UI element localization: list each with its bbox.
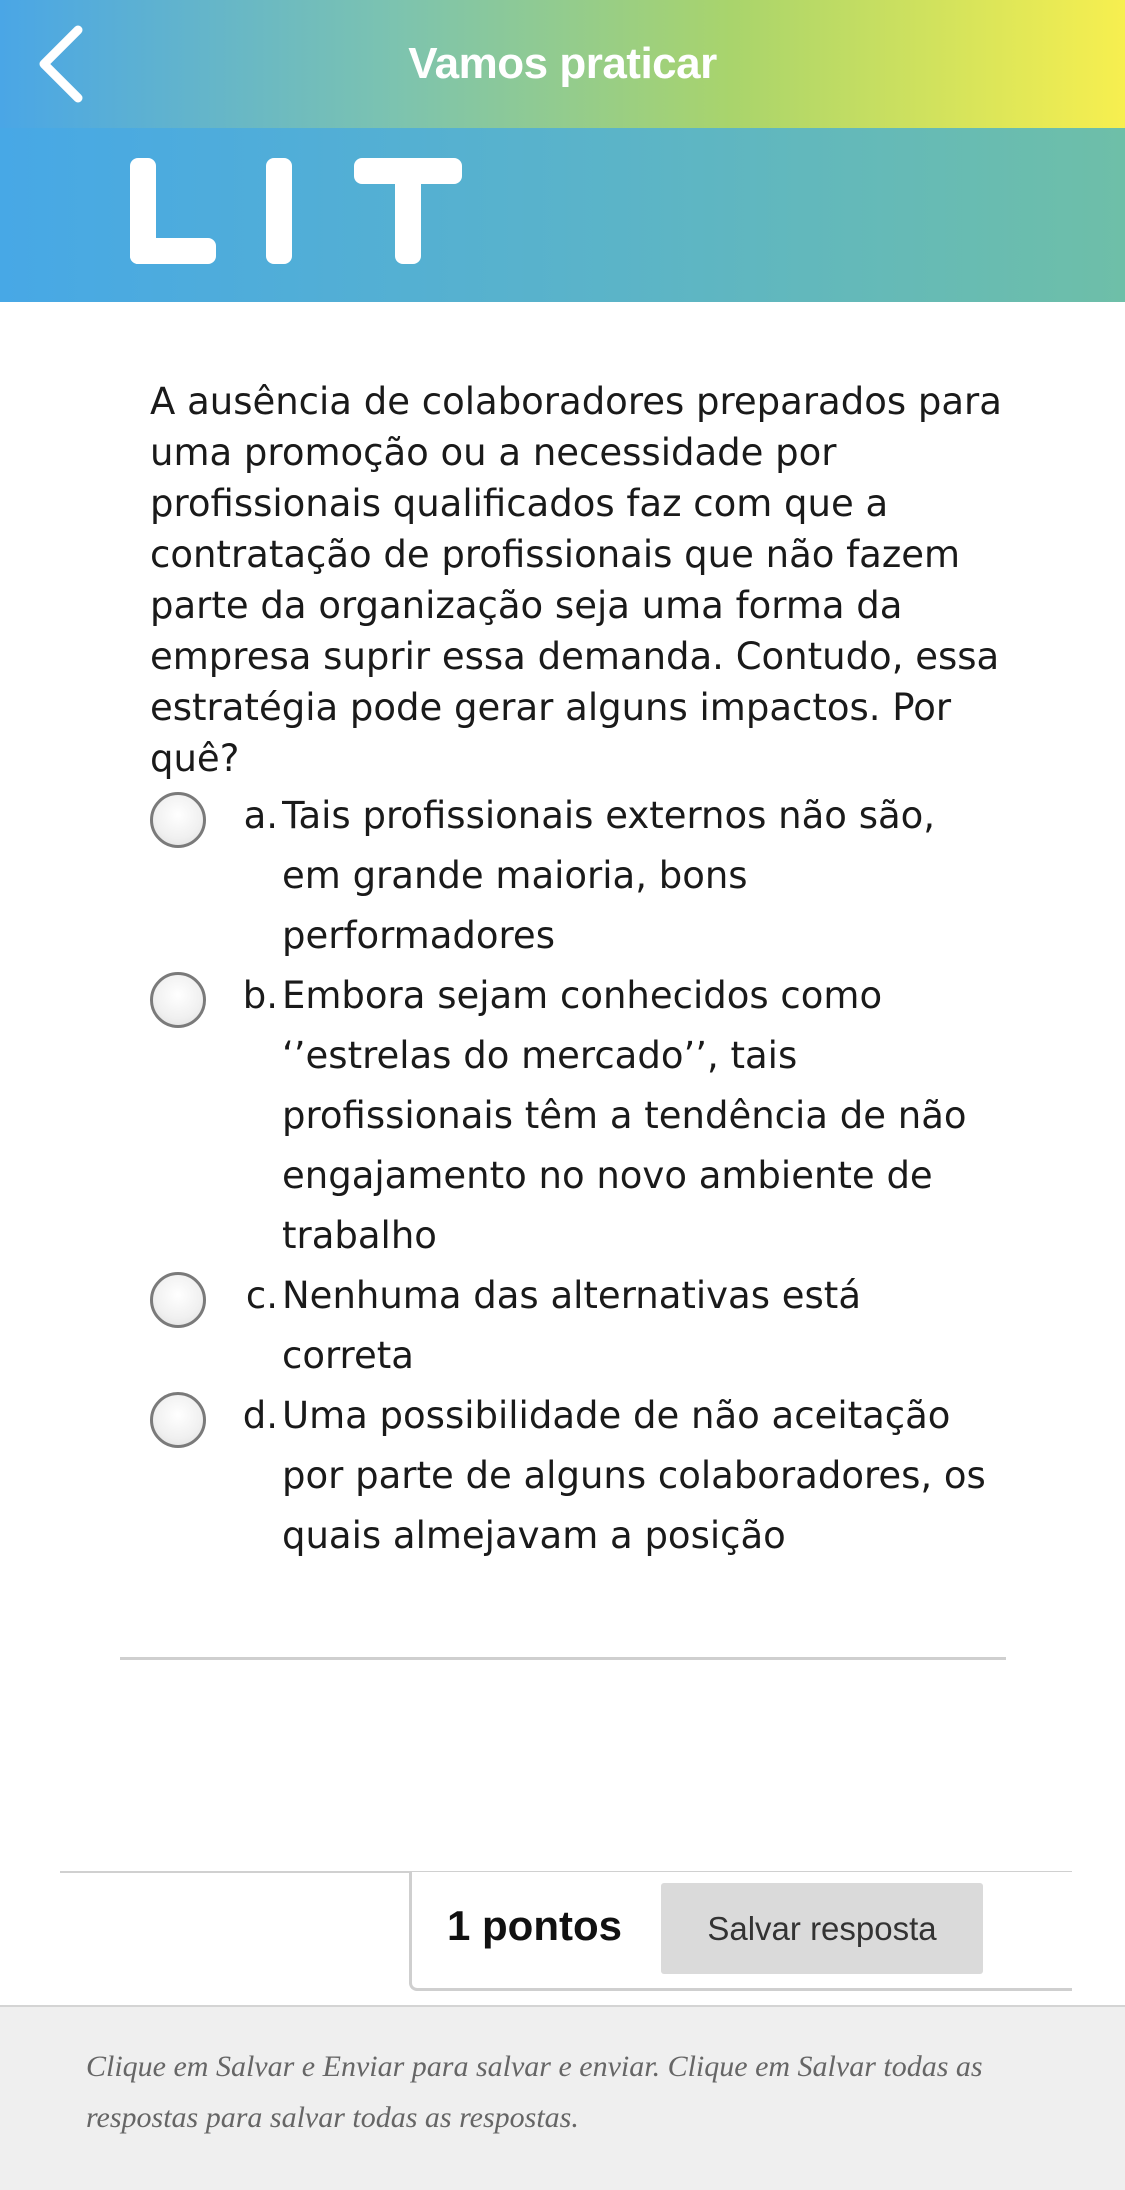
lit-logo bbox=[128, 156, 464, 266]
option-text: Embora sejam conhecidos como ‘’estrelas do mercado’’, tais profissionais têm a tendência de não engajamento no novo ambiente de trabalho bbox=[282, 974, 967, 1257]
answer-options bbox=[150, 786, 1010, 1566]
radio-button[interactable] bbox=[150, 1272, 206, 1328]
back-button[interactable] bbox=[28, 22, 98, 106]
option-text: Uma possibilidade de não aceitação por parte de alguns colaboradores, os quais almejavam a posição bbox=[282, 1394, 986, 1557]
chevron-left-icon bbox=[28, 22, 98, 106]
radio-button[interactable] bbox=[150, 792, 206, 848]
question-text: A ausência de colaboradores preparados para uma promoção ou a necessidade por profissionais qualificados faz com que a contratação de profissionais que não fazem parte da organização seja uma forma da empresa suprir essa demanda. Contudo, essa estratégia pode gerar alguns impactos. Por quê? bbox=[150, 380, 1002, 780]
option-letter: a. bbox=[243, 794, 278, 837]
save-answer-button[interactable]: Salvar resposta bbox=[661, 1883, 983, 1974]
footer-note: Clique em Salvar e Enviar para salvar e enviar. Clique em Salvar todas as respostas para salvar todas as respostas. bbox=[86, 2050, 983, 2134]
option-letter: c. bbox=[245, 1274, 278, 1317]
page-title: Vamos praticar bbox=[408, 39, 717, 88]
option-a[interactable] bbox=[150, 786, 1010, 966]
radio-button[interactable] bbox=[150, 1392, 206, 1448]
option-d[interactable] bbox=[150, 1386, 1010, 1566]
divider bbox=[120, 1657, 1006, 1660]
points-label: 1 pontos bbox=[447, 1902, 622, 1949]
option-letter: b. bbox=[242, 974, 278, 1017]
option-c[interactable] bbox=[150, 1266, 1010, 1386]
radio-button[interactable] bbox=[150, 972, 206, 1028]
option-b[interactable] bbox=[150, 966, 1010, 1266]
option-letter: d. bbox=[242, 1394, 278, 1437]
option-text: Nenhuma das alternativas está correta bbox=[282, 1274, 861, 1377]
option-text: Tais profissionais externos não são, em grande maioria, bons performadores bbox=[282, 794, 936, 957]
top-app-bar bbox=[0, 0, 1125, 128]
